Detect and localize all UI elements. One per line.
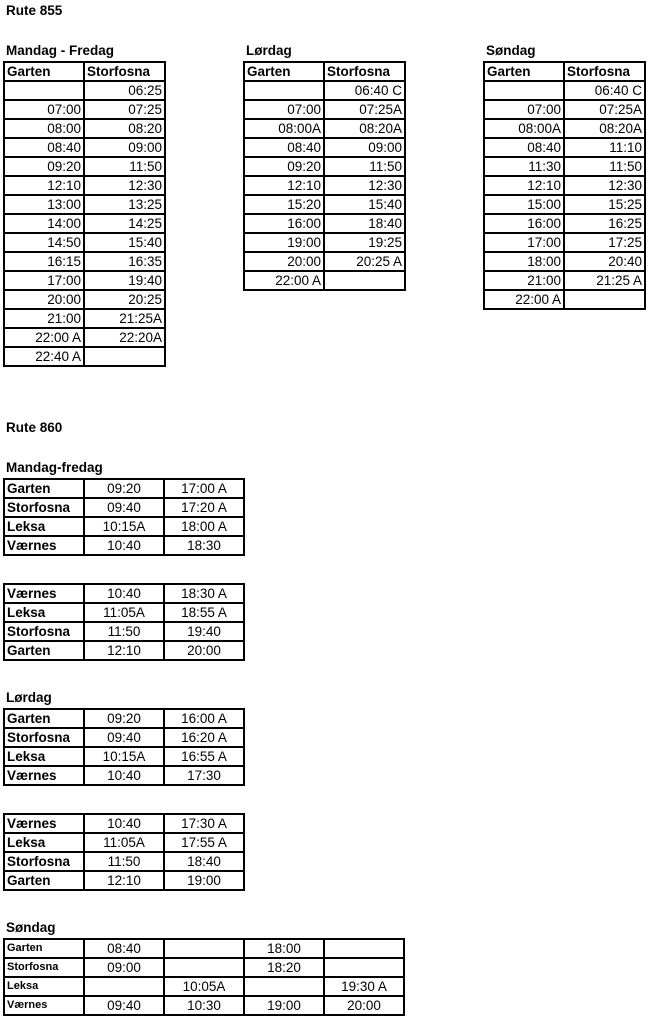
stop-name: Leksa — [4, 833, 84, 852]
table-row — [4, 195, 165, 214]
garten-time: 17:00 — [484, 233, 564, 252]
table-row — [484, 100, 645, 119]
table-row — [484, 214, 645, 233]
garten-time: 18:00 — [484, 252, 564, 271]
route-860-saturday-back-table — [3, 813, 245, 891]
table-row — [4, 536, 244, 555]
route-855-weekday-label: Mandag - Fredag — [6, 43, 115, 58]
garten-time: 22:00 A — [4, 328, 84, 347]
table-row — [4, 517, 244, 536]
departure-time: 10:15A — [84, 747, 164, 766]
table-row — [244, 233, 405, 252]
table-row — [4, 833, 244, 852]
departure-time — [324, 939, 404, 958]
departure-time: 17:00 A — [164, 479, 244, 498]
storfosna-time: 07:25A — [564, 100, 645, 119]
garten-time: 16:00 — [484, 214, 564, 233]
departure-time: 16:20 A — [164, 728, 244, 747]
departure-time — [84, 977, 164, 996]
departure-time: 18:40 — [164, 852, 244, 871]
table-row — [4, 157, 165, 176]
storfosna-time: 19:25 — [324, 233, 405, 252]
table-row — [244, 195, 405, 214]
storfosna-time: 11:10 — [564, 138, 645, 157]
table-row — [244, 100, 405, 119]
garten-time: 08:00 — [4, 119, 84, 138]
garten-time: 13:00 — [4, 195, 84, 214]
storfosna-time: 11:50 — [564, 157, 645, 176]
garten-time: 12:10 — [4, 176, 84, 195]
storfosna-time: 21:25A — [84, 309, 165, 328]
table-row — [244, 138, 405, 157]
garten-time: 22:00 A — [484, 290, 564, 309]
stop-name: Leksa — [4, 603, 84, 622]
departure-time: 19:00 — [244, 996, 324, 1015]
departure-time — [244, 977, 324, 996]
route-855-saturday-table — [243, 61, 406, 291]
departure-time: 19:00 — [164, 871, 244, 890]
departure-time: 09:40 — [84, 996, 164, 1015]
departure-time: 09:20 — [84, 709, 164, 728]
garten-time: 09:20 — [4, 157, 84, 176]
table-row — [4, 309, 165, 328]
garten-time: 11:30 — [484, 157, 564, 176]
table-row — [4, 498, 244, 517]
garten-time: 21:00 — [4, 309, 84, 328]
storfosna-time: 18:40 — [324, 214, 405, 233]
storfosna-time: 22:20A — [84, 328, 165, 347]
stop-name: Garten — [4, 709, 84, 728]
departure-time: 10:40 — [84, 814, 164, 833]
storfosna-time: 19:40 — [84, 271, 165, 290]
route-855-weekday-table — [3, 61, 166, 367]
table-row — [244, 271, 405, 290]
storfosna-time: 15:40 — [84, 233, 165, 252]
route-860-sunday-table — [3, 938, 405, 1016]
departure-time: 12:10 — [84, 641, 164, 660]
stop-name: Værnes — [4, 536, 84, 555]
garten-time: 14:50 — [4, 233, 84, 252]
departure-time: 18:30 — [164, 536, 244, 555]
garten-time: 20:00 — [244, 252, 324, 271]
departure-time — [164, 958, 244, 977]
table-row — [4, 271, 165, 290]
table-row — [4, 584, 244, 603]
table-row — [4, 176, 165, 195]
departure-time: 10:40 — [84, 766, 164, 785]
table-row — [4, 81, 165, 100]
garten-time: 20:00 — [4, 290, 84, 309]
departure-time: 18:20 — [244, 958, 324, 977]
header-row — [244, 62, 405, 81]
storfosna-time: 20:25 A — [324, 252, 405, 271]
table-row — [244, 252, 405, 271]
garten-time: 07:00 — [4, 100, 84, 119]
table-row — [4, 328, 165, 347]
table-row — [4, 119, 165, 138]
departure-time: 18:30 A — [164, 584, 244, 603]
table-row — [244, 214, 405, 233]
stop-name: Garten — [4, 871, 84, 890]
table-row — [4, 138, 165, 157]
garten-time: 08:40 — [484, 138, 564, 157]
table-row — [4, 252, 165, 271]
departure-time — [164, 939, 244, 958]
storfosna-time — [324, 271, 405, 290]
garten-time: 14:00 — [4, 214, 84, 233]
table-row — [4, 347, 165, 366]
departure-time: 10:40 — [84, 584, 164, 603]
departure-time: 09:40 — [84, 498, 164, 517]
route-860-weekday-out-table — [3, 478, 245, 556]
table-row — [484, 176, 645, 195]
table-row — [4, 603, 244, 622]
table-row — [4, 814, 244, 833]
garten-time: 08:40 — [244, 138, 324, 157]
storfosna-time: 20:40 — [564, 252, 645, 271]
table-row — [4, 641, 244, 660]
table-row — [484, 233, 645, 252]
route-860-saturday-label: Lørdag — [6, 690, 52, 705]
stop-name: Storfosna — [4, 852, 84, 871]
garten-time: 08:00A — [244, 119, 324, 138]
table-row — [484, 119, 645, 138]
table-row — [4, 766, 244, 785]
departure-time: 11:50 — [84, 852, 164, 871]
storfosna-time: 16:35 — [84, 252, 165, 271]
storfosna-time: 15:40 — [324, 195, 405, 214]
storfosna-time: 21:25 A — [564, 271, 645, 290]
storfosna-time: 12:30 — [564, 176, 645, 195]
departure-time: 17:20 A — [164, 498, 244, 517]
route-855-saturday-label: Lørdag — [246, 43, 292, 58]
departure-time: 18:00 — [244, 939, 324, 958]
storfosna-time: 06:40 C — [564, 81, 645, 100]
garten-time: 12:10 — [484, 176, 564, 195]
departure-time: 18:55 A — [164, 603, 244, 622]
route-855-sunday-table — [483, 61, 646, 310]
column-header: Garten — [244, 62, 324, 81]
table-row — [484, 157, 645, 176]
departure-time: 12:10 — [84, 871, 164, 890]
departure-time: 10:05A — [164, 977, 244, 996]
storfosna-time: 12:30 — [324, 176, 405, 195]
table-row — [244, 176, 405, 195]
departure-time: 10:30 — [164, 996, 244, 1015]
garten-time: 15:00 — [484, 195, 564, 214]
departure-time: 16:55 A — [164, 747, 244, 766]
garten-time: 08:00A — [484, 119, 564, 138]
table-row — [4, 233, 165, 252]
storfosna-time: 06:40 C — [324, 81, 405, 100]
table-row — [244, 157, 405, 176]
garten-time — [484, 81, 564, 100]
stop-name: Leksa — [4, 747, 84, 766]
garten-time: 08:40 — [4, 138, 84, 157]
storfosna-time: 12:30 — [84, 176, 165, 195]
route-860-title: Rute 860 — [6, 420, 63, 435]
departure-time: 17:55 A — [164, 833, 244, 852]
departure-time: 20:00 — [164, 641, 244, 660]
storfosna-time: 09:00 — [84, 138, 165, 157]
storfosna-time: 06:25 — [84, 81, 165, 100]
header-row — [484, 62, 645, 81]
storfosna-time: 14:25 — [84, 214, 165, 233]
departure-time: 10:15A — [84, 517, 164, 536]
garten-time — [244, 81, 324, 100]
table-row — [4, 996, 404, 1015]
departure-time: 17:30 A — [164, 814, 244, 833]
storfosna-time: 07:25 — [84, 100, 165, 119]
garten-time — [4, 81, 84, 100]
storfosna-time: 13:25 — [84, 195, 165, 214]
stop-name: Storfosna — [4, 958, 84, 977]
table-row — [484, 195, 645, 214]
storfosna-time: 17:25 — [564, 233, 645, 252]
table-row — [4, 871, 244, 890]
table-row — [4, 728, 244, 747]
column-header: Storfosna — [324, 62, 405, 81]
departure-time: 10:40 — [84, 536, 164, 555]
table-row — [484, 271, 645, 290]
storfosna-time: 11:50 — [324, 157, 405, 176]
garten-time: 07:00 — [484, 100, 564, 119]
garten-time: 09:20 — [244, 157, 324, 176]
stop-name: Værnes — [4, 814, 84, 833]
table-row — [4, 939, 404, 958]
garten-time: 19:00 — [244, 233, 324, 252]
storfosna-time: 09:00 — [324, 138, 405, 157]
storfosna-time — [564, 290, 645, 309]
header-row — [4, 62, 165, 81]
departure-time: 09:00 — [84, 958, 164, 977]
table-row — [484, 252, 645, 271]
table-row — [484, 81, 645, 100]
storfosna-time: 08:20 — [84, 119, 165, 138]
departure-time: 11:50 — [84, 622, 164, 641]
storfosna-time: 11:50 — [84, 157, 165, 176]
storfosna-time: 08:20A — [564, 119, 645, 138]
departure-time: 18:00 A — [164, 517, 244, 536]
departure-time: 08:40 — [84, 939, 164, 958]
stop-name: Værnes — [4, 766, 84, 785]
stop-name: Værnes — [4, 584, 84, 603]
garten-time: 22:00 A — [244, 271, 324, 290]
stop-name: Garten — [4, 939, 84, 958]
departure-time: 16:00 A — [164, 709, 244, 728]
table-row — [4, 709, 244, 728]
table-row — [4, 852, 244, 871]
storfosna-time: 20:25 — [84, 290, 165, 309]
table-row — [4, 100, 165, 119]
route-855-title: Rute 855 — [6, 3, 63, 18]
stop-name: Garten — [4, 641, 84, 660]
column-header: Garten — [4, 62, 84, 81]
departure-time — [324, 958, 404, 977]
stop-name: Værnes — [4, 996, 84, 1015]
departure-time: 20:00 — [324, 996, 404, 1015]
route-860-weekday-label: Mandag-fredag — [6, 460, 103, 475]
garten-time: 15:20 — [244, 195, 324, 214]
route-855-sunday-label: Søndag — [486, 43, 536, 58]
column-header: Garten — [484, 62, 564, 81]
route-860-weekday-back-table — [3, 583, 245, 661]
stop-name: Storfosna — [4, 622, 84, 641]
garten-time: 16:15 — [4, 252, 84, 271]
garten-time: 17:00 — [4, 271, 84, 290]
garten-time: 16:00 — [244, 214, 324, 233]
departure-time: 17:30 — [164, 766, 244, 785]
table-row — [244, 81, 405, 100]
column-header: Storfosna — [564, 62, 645, 81]
table-row — [244, 119, 405, 138]
garten-time: 22:40 A — [4, 347, 84, 366]
departure-time: 11:05A — [84, 603, 164, 622]
table-row — [4, 214, 165, 233]
route-860-saturday-out-table — [3, 708, 245, 786]
stop-name: Storfosna — [4, 728, 84, 747]
stop-name: Storfosna — [4, 498, 84, 517]
stop-name: Leksa — [4, 517, 84, 536]
storfosna-time: 08:20A — [324, 119, 405, 138]
storfosna-time — [84, 347, 165, 366]
table-row — [4, 479, 244, 498]
departure-time: 11:05A — [84, 833, 164, 852]
table-row — [4, 747, 244, 766]
departure-time: 09:20 — [84, 479, 164, 498]
departure-time: 19:30 A — [324, 977, 404, 996]
table-row — [4, 977, 404, 996]
storfosna-time: 16:25 — [564, 214, 645, 233]
garten-time: 12:10 — [244, 176, 324, 195]
storfosna-time: 15:25 — [564, 195, 645, 214]
table-row — [484, 290, 645, 309]
table-row — [4, 290, 165, 309]
table-row — [484, 138, 645, 157]
table-row — [4, 958, 404, 977]
column-header: Storfosna — [84, 62, 165, 81]
route-860-sunday-label: Søndag — [6, 920, 56, 935]
garten-time: 21:00 — [484, 271, 564, 290]
departure-time: 09:40 — [84, 728, 164, 747]
garten-time: 07:00 — [244, 100, 324, 119]
storfosna-time: 07:25A — [324, 100, 405, 119]
stop-name: Leksa — [4, 977, 84, 996]
stop-name: Garten — [4, 479, 84, 498]
departure-time: 19:40 — [164, 622, 244, 641]
table-row — [4, 622, 244, 641]
